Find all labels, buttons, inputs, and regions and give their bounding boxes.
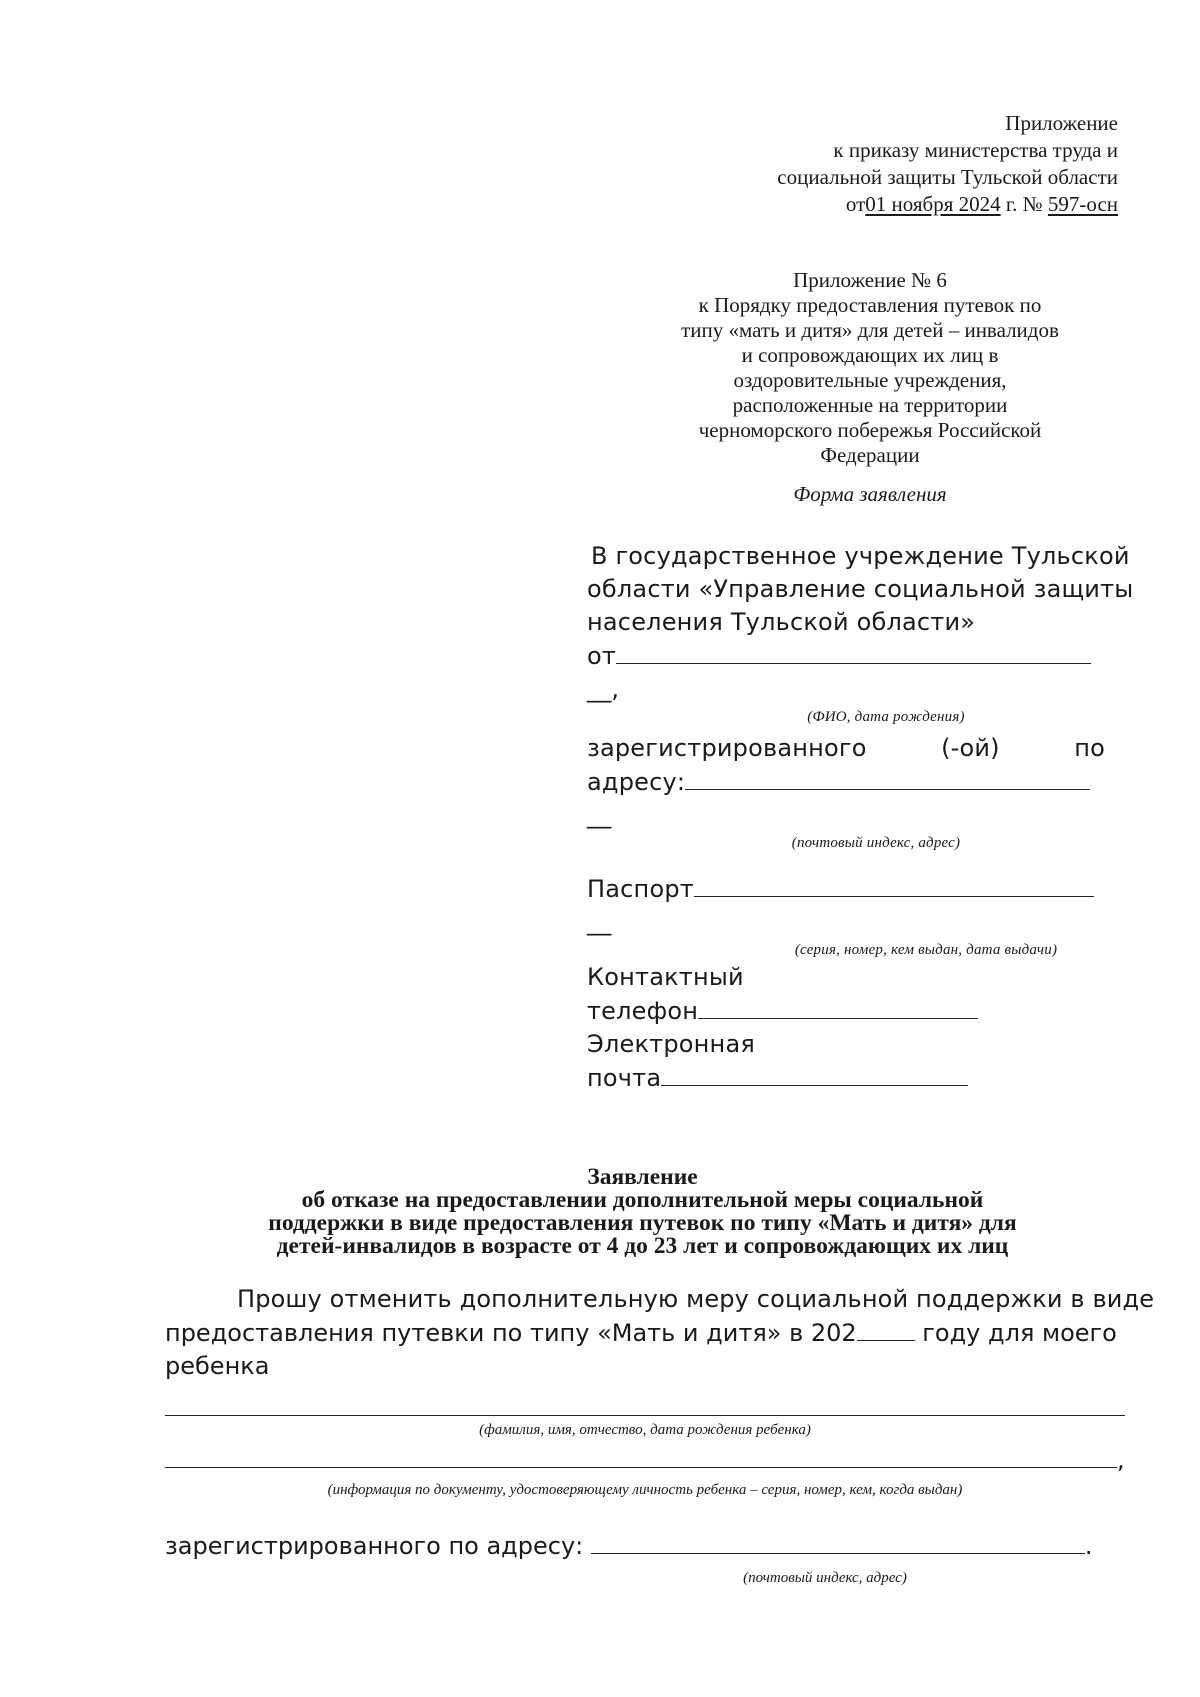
registered-word: (-ой) [941, 734, 1000, 762]
title-line: детей-инвалидов в возрасте от 4 до 23 лет и сопровождающих их лиц [276, 1233, 1009, 1259]
appendix-line-2: к приказу министерства труда и [833, 138, 1118, 162]
from-label: от [587, 642, 617, 670]
address-caption: (почтовый индекс, адрес) [791, 835, 961, 851]
registered-address-label: зарегистрированного по адресу: [165, 1532, 584, 1560]
appendix6-line: расположенные на территории [732, 393, 1008, 417]
title-line: об отказе на предоставлении дополнительной меры социальной [301, 1187, 984, 1213]
passport-label: Паспорт [587, 875, 694, 903]
body-line-2b: году для моего [914, 1319, 1117, 1347]
appendix-line-1: Приложение [1005, 111, 1118, 135]
year-fill-field[interactable] [857, 1316, 915, 1341]
passport-caption: (серия, номер, кем выдан, дата выдачи) [794, 942, 1058, 958]
child-caption: (фамилия, имя, отчество, дата рождения ребенка) [479, 1422, 811, 1438]
body-line-2a: предоставления путевки по типу «Мать и дитя» в 202 [165, 1319, 857, 1347]
order-date: 01 ноября 2024 [865, 192, 1001, 216]
passport-tail: __ [587, 908, 612, 936]
child-fill-field[interactable] [165, 1395, 1125, 1416]
address-label: адресу: [587, 768, 686, 796]
appendix6-line: и сопровождающих их лиц в [741, 343, 999, 367]
appendix6-line: оздоровительные учреждения, [733, 368, 1007, 392]
addressee-line: области «Управление социальной защиты [587, 575, 1134, 603]
registered-address-row [165, 1529, 1115, 1563]
from-row [587, 639, 1105, 673]
appendix6-line: Приложение № 6 [793, 268, 947, 292]
appendix-line-3: социальной защиты Тульской области [777, 165, 1118, 189]
body-line-2 [165, 1316, 1115, 1350]
title-line: поддержки в виде предоставления путевок по типу «Мать и дитя» для [268, 1210, 1017, 1236]
address-tail: __ [587, 801, 612, 829]
registered-address-fill-field[interactable] [591, 1529, 1085, 1554]
form-label: Форма заявления [793, 482, 947, 506]
appendix-header [640, 110, 1118, 218]
registered-tail: . [1084, 1532, 1093, 1560]
addressee-line: В государственное учреждение Тульской [591, 542, 1130, 570]
passport-fill-field[interactable] [694, 872, 1094, 897]
title-line: Заявление [587, 1164, 698, 1190]
statement-title [120, 1166, 1165, 1258]
email-fill-field[interactable] [661, 1061, 968, 1086]
appendix-order-line [640, 191, 1118, 218]
email-label-2: почта [587, 1064, 662, 1092]
registered-word: по [1074, 734, 1105, 762]
statement-body [165, 1283, 1155, 1589]
body-line-1: Прошу отменить дополнительную меру социальной поддержки в виде [237, 1285, 1155, 1313]
address-fill-field[interactable] [685, 765, 1090, 790]
contact-label-2: телефон [587, 997, 699, 1025]
contact-row [587, 994, 1105, 1028]
registered-row [587, 732, 1105, 765]
from-tail: __, [587, 675, 620, 703]
phone-fill-field[interactable] [698, 994, 978, 1019]
appendix-prefix: от [845, 192, 866, 216]
registered-address-caption: (почтовый индекс, адрес) [743, 1570, 907, 1586]
email-label-1: Электронная [587, 1030, 755, 1058]
email-row [587, 1061, 1105, 1095]
appendix6-line: типу «мать и дитя» для детей – инвалидов [681, 318, 1059, 342]
doc-fill-field[interactable] [165, 1447, 1117, 1468]
from-fill-field[interactable] [616, 639, 1091, 664]
addressee-line: населения Тульской области» [587, 608, 976, 636]
contact-label-1: Контактный [587, 963, 744, 991]
appendix6-line: черноморского побережья Российской [698, 418, 1042, 442]
doc-tail: , [1117, 1446, 1125, 1474]
doc-row [165, 1444, 1125, 1477]
fio-caption: (ФИО, дата рождения) [807, 709, 965, 725]
order-number: 597-осн [1047, 192, 1118, 216]
appendix6-line: к Порядку предоставления путевок по [698, 293, 1042, 317]
appendix6-block [640, 268, 1100, 468]
addressee-block [587, 540, 1134, 1095]
appendix-mid: г. № [1005, 192, 1043, 216]
passport-row [587, 872, 1105, 906]
appendix6-line: Федерации [820, 443, 920, 467]
registered-word: зарегистрированного [587, 734, 867, 762]
body-line-3: ребенка [165, 1352, 270, 1380]
doc-caption: (информация по документу, удостоверяющему личность ребенка – серия, номер, кем, когда выдан) [327, 1482, 963, 1498]
address-row [587, 765, 1105, 799]
